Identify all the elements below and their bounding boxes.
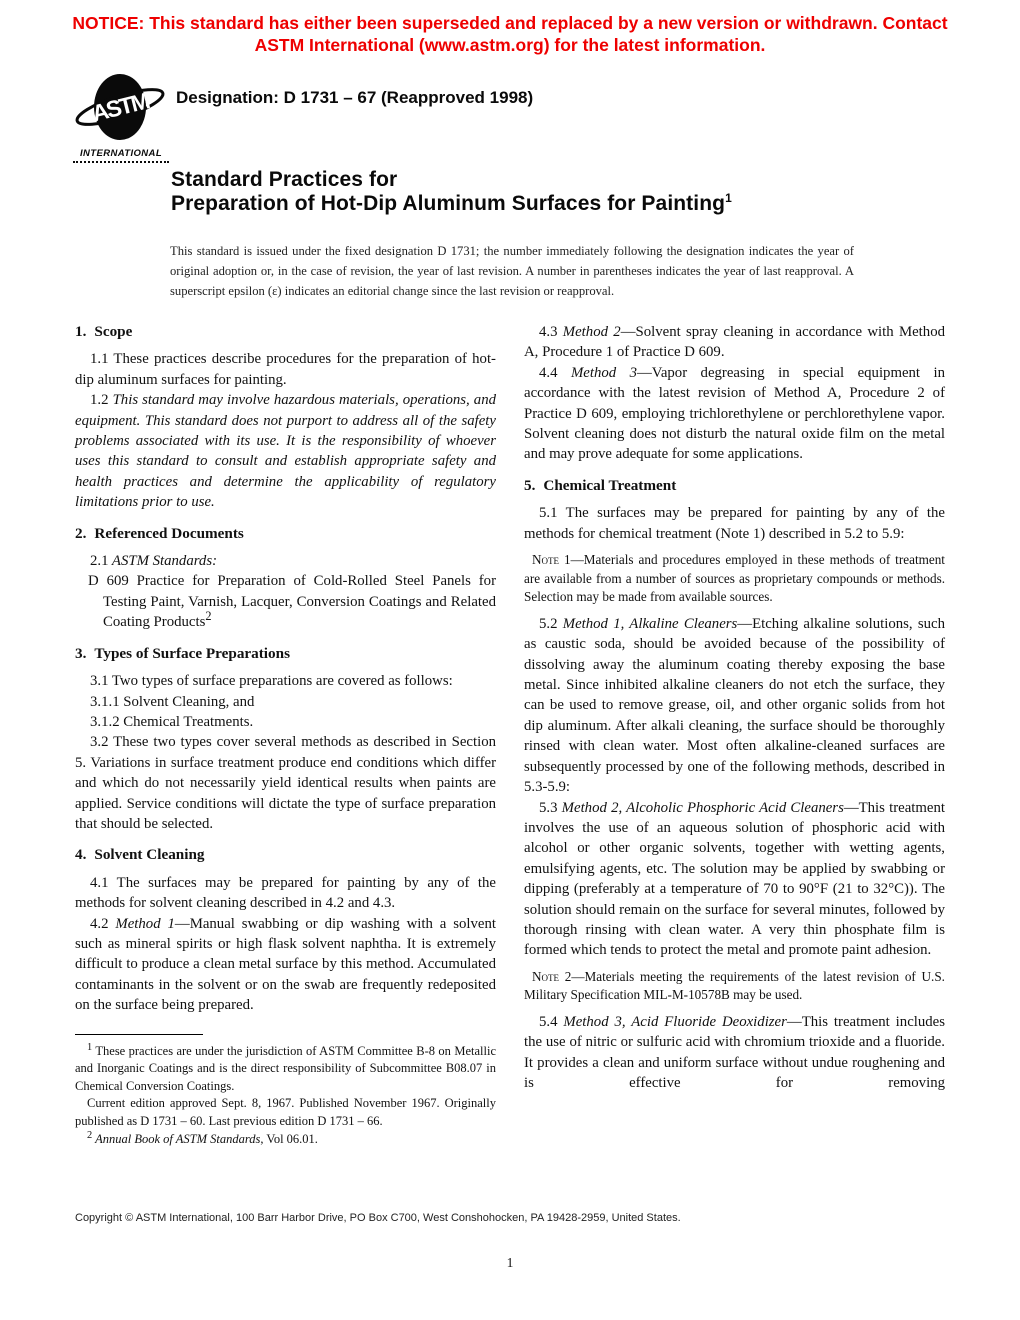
paragraph-1-2: 1.2 This standard may involve hazardous materials, operations, and equipment. This standard does not purport to address all of the safety problems associated with its use. It is the responsibility of whoever uses this standard to consult and establish appropriate safety and health practices and determine the applicability of regulatory limitations prior to use. (75, 392, 496, 511)
heading-scope: 1. Scope (75, 323, 133, 340)
heading-types-of-surface-preparations: 3. Types of Surface Preparations (75, 644, 290, 662)
column-right (524, 316, 945, 1148)
title-line-1: Standard Practices for (171, 168, 398, 191)
astm-logo-icon (73, 72, 169, 146)
title-line-2: Preparation of Hot-Dip Aluminum Surfaces for Painting$^1$ (171, 190, 732, 215)
paragraph-4-4: 4.4 Method 3—Vapor degreasing in special equipment in accordance with the latest revision of Method A, Procedure 2 of Practice D 609, employing trichlorethylene or perchlorethylene vapor. Solvent cleaning does not disturb the natural oxide film on the metal and may prove adequate for some applications. (524, 364, 945, 463)
paragraph-1-1: 1.1 These practices describe procedures for the preparation of hot-dip aluminum surfaces for painting. (75, 351, 496, 388)
footnote-2: $^2$ Annual Book of ASTM Standards, Vol 06.01. (87, 1129, 318, 1146)
column-left (75, 316, 496, 1148)
paragraph-5-4: 5.4 Method 3, Acid Fluoride Deoxidizer—This treatment includes the use of nitric or sulfuric acid with chromium trioxide and a fluoride. It provides a clean and uniform surface without undue roughening and is effective for removing (524, 1013, 945, 1092)
paragraph-4-2: 4.2 Method 1—Manual swabbing or dip washing with a solvent such as mineral spirits or high flask solvent naphtha. It is extremely difficult to produce a clean metal surface by this method. Accumulated contaminants in the solvent or on the swab are frequently redeposited on the surface being prepared. (75, 915, 497, 1014)
body-columns (75, 316, 945, 1148)
paragraph-3-1: 3.1 Two types of surface preparations are covered as follows: (90, 673, 453, 690)
paragraph-3-1-1: 3.1.1 Solvent Cleaning, and (90, 693, 255, 710)
paragraph-4-1: 4.1 The surfaces may be prepared for painting by any of the methods for solvent cleaning described in 4.2 and 4.3. (75, 874, 496, 912)
note-2: Note 2—Materials meeting the requirements of the latest revision of U.S. Military Specification MIL-M-10578B may be used. (524, 968, 945, 1003)
reference-footnote-ref: 2 (205, 609, 212, 624)
designation: Designation: D 1731 – 67 (Reapproved 1998) (176, 88, 534, 107)
footnote-divider (75, 1034, 203, 1035)
heading-solvent-cleaning: 4. Solvent Cleaning (75, 846, 205, 864)
paragraph-5-1: 5.1 The surfaces may be prepared for painting by any of the methods for chemical treatment (Note 1) described in 5.2 to 5.9: (524, 505, 945, 542)
paragraph-5-3: 5.3 Method 2, Alcoholic Phosphoric Acid Cleaners—This treatment involves the use of an aqueous solution of phosphoric acid with alcohol or other organic solvents, together with wetting agents, emulsifying agents, etc. The solution may be applied by swabbing or dipping (preferably at a temperature of 70 to 90°F (21 to 32°C)). The solution should remain on the surface for several minutes, followed by thorough rinsing with clean water. A very thin phosphate film is formed which tends to protect the metal and promote paint adhesion. (524, 799, 945, 959)
reference-d609: D 609 Practice for Preparation of Cold-Rolled Steel Panels for Testing Paint, Varnish, Lacquer, Conversion Coatings and Related Coating Products$^2$ (88, 573, 496, 631)
heading-chemical-treatment: 5. Chemical Treatment (524, 476, 677, 494)
title-footnote-ref: 1 (725, 190, 732, 205)
paragraph-4-3: 4.3 Method 2—Solvent spray cleaning in accordance with Method A, Procedure 1 of Practice D 609. (524, 324, 945, 361)
superseded-notice: NOTICE: This standard has either been superseded and replaced by a new version or withdrawn. Contact ASTM International (www.astm.org) for the latest information. (72, 13, 948, 55)
astm-logo (73, 72, 169, 163)
paragraph-3-1-2: 3.1.2 Chemical Treatments. (90, 713, 254, 730)
document-title (171, 168, 732, 215)
paragraph-2-1: 2.1 ASTM Standards: (90, 553, 218, 570)
paragraph-5-2: 5.2 Method 1, Alkaline Cleaners—Etching alkaline solutions, such as caustic soda, should be avoided because of the possibility of dissolving away the aluminum coating thereby exposing the base metal. Since inhibited alkaline cleaners do not etch the surface, they can be used to remove grease, oil, and other organic solids from hot dip aluminum. After alkali cleaning, the surface should be thoroughly rinsed with clean water. Most often alkaline-cleaned surfaces are subsequently processed by one of the following methods, described in 5.3-5.9: (524, 615, 945, 796)
heading-referenced-documents: 2. Referenced Documents (75, 524, 244, 542)
logo-acronym: ASTM (89, 87, 151, 127)
page-number: 1 (506, 1255, 514, 1270)
note-1: Note 1—Materials and procedures employed in these methods of treatment are available from a number of sources as proprietary compounds or methods. Selection may be made from available sources. (524, 552, 945, 605)
logo-subtitle: INTERNATIONAL (73, 148, 169, 163)
footnote-edition: Current edition approved Sept. 8, 1967. Published November 1967. Originally published as D 1731 – 60. Last previous edition D 1731 – 66. (75, 1096, 496, 1128)
copyright-line: Copyright © ASTM International, 100 Barr Harbor Drive, PO Box C700, West Conshohocken, PA 19428-2959, United States. (75, 1212, 681, 1224)
paragraph-3-2: 3.2 These two types cover several methods as described in Section 5. Variations in surface treatment produce end conditions which differ and which do not necessarily yield identical results when paints are applied. Service conditions will dictate the type of surface preparation that should be selected. (75, 734, 496, 832)
footnote-1: $^1$ These practices are under the jurisdiction of ASTM Committee B-8 on Metallic and Inorganic Coatings and is the direct responsibility of Subcommittee B08.07 in Chemical Conversion Coatings. (75, 1041, 496, 1093)
preamble: This standard is issued under the fixed designation D 1731; the number immediately following the designation indicates the year of original adoption or, in the case of revision, the year of last revision. A number in parentheses indicates the year of last reapproval. A superscript epsilon (ε) indicates an editorial change since the last revision or reapproval. (170, 244, 854, 298)
